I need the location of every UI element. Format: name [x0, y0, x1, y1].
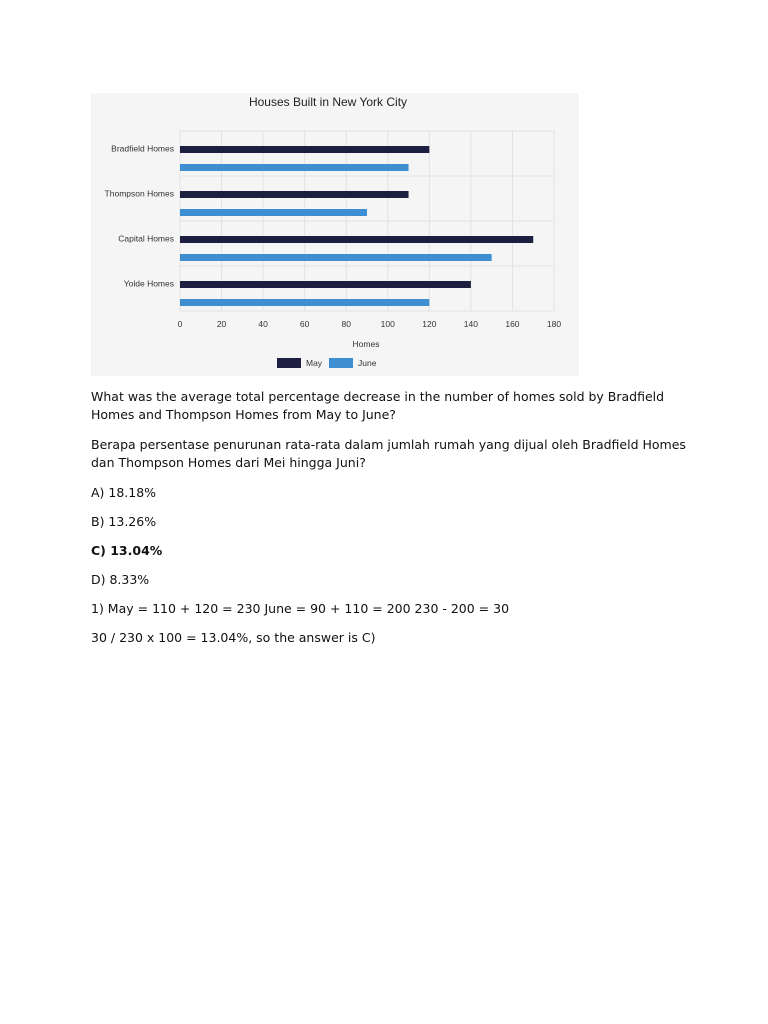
legend-swatch [329, 358, 353, 368]
x-tick-label: 60 [299, 319, 310, 329]
bar-june [180, 299, 429, 306]
x-tick-label: 100 [380, 319, 395, 329]
x-axis-title: Homes [352, 339, 380, 349]
bar-june [180, 254, 492, 261]
x-tick-label: 120 [422, 319, 437, 329]
question-indonesian: Berapa persentase penurunan rata-rata dalam jumlah rumah yang dijual oleh Bradfield Homes dan Thompson Homes dari Mei hingga Juni? [91, 437, 686, 470]
x-tick-label: 180 [546, 319, 562, 329]
bar-chart [91, 93, 579, 376]
option-d: D) 8.33% [91, 572, 150, 587]
x-tick-label: 160 [505, 319, 520, 329]
bar-june [180, 164, 409, 171]
option-a: A) 18.18% [91, 485, 157, 500]
bar-may [180, 146, 429, 153]
legend-label: June [358, 358, 377, 368]
x-tick-label: 20 [216, 319, 227, 329]
legend-label: May [306, 358, 323, 368]
bar-may [180, 281, 471, 288]
category-label: Capital Homes [118, 233, 174, 244]
category-label: Yolde Homes [123, 278, 174, 289]
option-c: C) 13.04% [91, 543, 163, 558]
chart-svg [91, 93, 579, 376]
solution-step-1: 1) May = 110 + 120 = 230 June = 90 + 110 = 200 230 - 200 = 30 [91, 601, 510, 616]
bar-may [180, 236, 533, 243]
solution-step-2: 30 / 230 x 100 = 13.04%, so the answer is C) [91, 630, 376, 645]
x-tick-label: 140 [463, 319, 478, 329]
chart-title: Houses Built in New York City [248, 95, 408, 109]
bar-june [180, 209, 367, 216]
x-tick-label: 80 [341, 319, 351, 329]
question-english: What was the average total percentage decrease in the number of homes sold by Bradfield Homes and Thompson Homes from May to June? [91, 389, 665, 422]
x-tick-label: 0 [177, 319, 183, 329]
x-tick-label: 40 [258, 319, 268, 329]
category-label: Thompson Homes [104, 188, 174, 199]
legend-swatch [277, 358, 301, 368]
bar-may [180, 191, 409, 198]
option-b: B) 13.26% [91, 514, 157, 529]
category-label: Bradfield Homes [111, 143, 174, 154]
